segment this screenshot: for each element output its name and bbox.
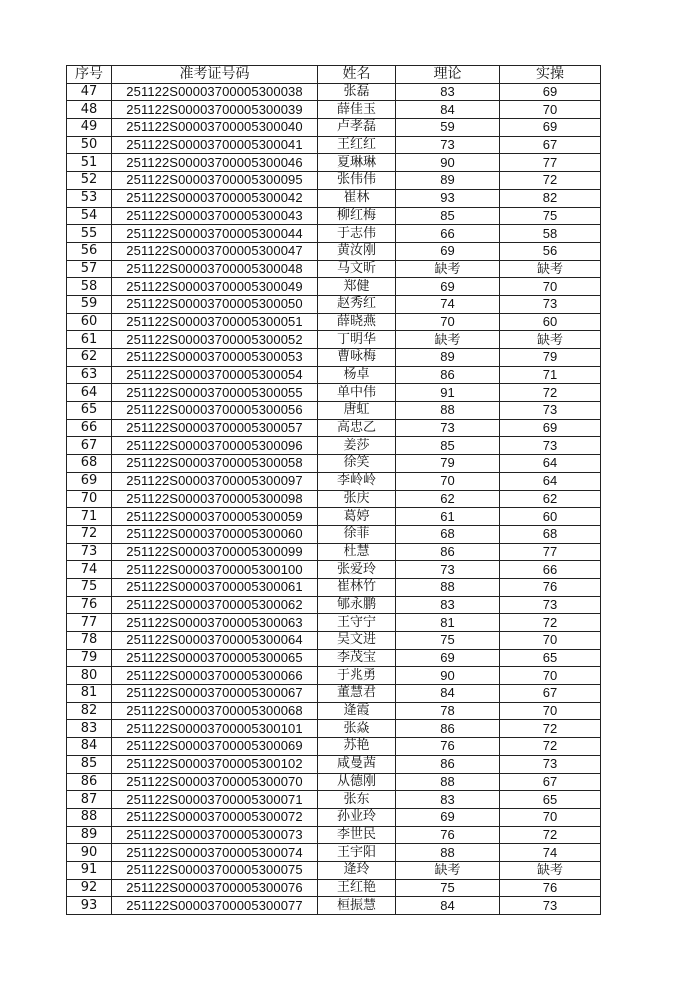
row-exam-id: 251122S00003700005300041: [112, 136, 318, 154]
row-seq: 72: [67, 525, 112, 543]
row-practice-score: 72: [500, 172, 601, 190]
header-practice: 实操: [500, 66, 601, 84]
row-name: 王守宁: [318, 614, 396, 632]
row-exam-id: 251122S00003700005300051: [112, 313, 318, 331]
table-row: [67, 508, 601, 526]
row-practice-score: 77: [500, 154, 601, 172]
row-seq: 75: [67, 578, 112, 596]
row-theory-score: 73: [396, 561, 500, 579]
table-row: [67, 667, 601, 685]
row-seq: 77: [67, 614, 112, 632]
row-name: 单中伟: [318, 384, 396, 402]
row-theory-score: 缺考: [396, 861, 500, 879]
row-practice-score: 58: [500, 225, 601, 243]
row-exam-id: 251122S00003700005300070: [112, 773, 318, 791]
row-practice-score: 75: [500, 207, 601, 225]
row-practice-score: 缺考: [500, 260, 601, 278]
row-practice-score: 67: [500, 773, 601, 791]
row-seq: 48: [67, 101, 112, 119]
table-row: [67, 242, 601, 260]
row-theory-score: 93: [396, 189, 500, 207]
row-exam-id: 251122S00003700005300077: [112, 897, 318, 915]
table-row: [67, 455, 601, 473]
row-seq: 87: [67, 791, 112, 809]
row-exam-id: 251122S00003700005300042: [112, 189, 318, 207]
row-seq: 59: [67, 295, 112, 313]
row-name: 黄汝刚: [318, 242, 396, 260]
row-name: 马文昕: [318, 260, 396, 278]
row-theory-score: 75: [396, 632, 500, 650]
row-theory-score: 78: [396, 702, 500, 720]
row-exam-id: 251122S00003700005300046: [112, 154, 318, 172]
row-exam-id: 251122S00003700005300050: [112, 295, 318, 313]
row-exam-id: 251122S00003700005300058: [112, 455, 318, 473]
table-row: [67, 879, 601, 897]
row-name: 吴文进: [318, 632, 396, 650]
row-practice-score: 70: [500, 702, 601, 720]
row-name: 王红艳: [318, 879, 396, 897]
row-seq: 79: [67, 649, 112, 667]
row-theory-score: 76: [396, 738, 500, 756]
table-row: [67, 561, 601, 579]
row-seq: 63: [67, 366, 112, 384]
row-seq: 64: [67, 384, 112, 402]
row-exam-id: 251122S00003700005300073: [112, 826, 318, 844]
row-theory-score: 66: [396, 225, 500, 243]
row-name: 葛婷: [318, 508, 396, 526]
row-practice-score: 73: [500, 897, 601, 915]
row-seq: 74: [67, 561, 112, 579]
row-seq: 68: [67, 455, 112, 473]
row-seq: 85: [67, 755, 112, 773]
row-theory-score: 缺考: [396, 331, 500, 349]
table-row: [67, 773, 601, 791]
table-row: [67, 738, 601, 756]
row-theory-score: 88: [396, 402, 500, 420]
table-row: [67, 897, 601, 915]
row-practice-score: 70: [500, 808, 601, 826]
table-body: [67, 83, 601, 914]
row-name: 桓振慧: [318, 897, 396, 915]
row-practice-score: 69: [500, 419, 601, 437]
row-name: 杜慧: [318, 543, 396, 561]
row-practice-score: 56: [500, 242, 601, 260]
row-name: 董慧君: [318, 685, 396, 703]
row-practice-score: 70: [500, 632, 601, 650]
row-exam-id: 251122S00003700005300072: [112, 808, 318, 826]
row-seq: 84: [67, 738, 112, 756]
row-theory-score: 89: [396, 172, 500, 190]
table-row: [67, 632, 601, 650]
row-practice-score: 66: [500, 561, 601, 579]
row-exam-id: 251122S00003700005300040: [112, 119, 318, 137]
row-exam-id: 251122S00003700005300057: [112, 419, 318, 437]
row-theory-score: 75: [396, 879, 500, 897]
row-theory-score: 91: [396, 384, 500, 402]
row-seq: 69: [67, 472, 112, 490]
row-seq: 76: [67, 596, 112, 614]
row-practice-score: 74: [500, 844, 601, 862]
table-row: [67, 119, 601, 137]
table-row: [67, 419, 601, 437]
row-seq: 50: [67, 136, 112, 154]
row-theory-score: 88: [396, 578, 500, 596]
table-row: [67, 844, 601, 862]
row-name: 郇永鹏: [318, 596, 396, 614]
row-seq: 51: [67, 154, 112, 172]
row-exam-id: 251122S00003700005300038: [112, 83, 318, 101]
table-row: [67, 702, 601, 720]
row-name: 郑健: [318, 278, 396, 296]
row-name: 柳红梅: [318, 207, 396, 225]
row-theory-score: 61: [396, 508, 500, 526]
row-seq: 60: [67, 313, 112, 331]
row-practice-score: 73: [500, 437, 601, 455]
row-name: 徐笑: [318, 455, 396, 473]
row-theory-score: 86: [396, 366, 500, 384]
row-exam-id: 251122S00003700005300075: [112, 861, 318, 879]
row-name: 曹咏梅: [318, 349, 396, 367]
row-exam-id: 251122S00003700005300055: [112, 384, 318, 402]
row-practice-score: 67: [500, 136, 601, 154]
row-theory-score: 76: [396, 826, 500, 844]
row-exam-id: 251122S00003700005300065: [112, 649, 318, 667]
row-theory-score: 59: [396, 119, 500, 137]
row-seq: 57: [67, 260, 112, 278]
header-theory: 理论: [396, 66, 500, 84]
row-name: 赵秀红: [318, 295, 396, 313]
row-exam-id: 251122S00003700005300049: [112, 278, 318, 296]
row-name: 逄霞: [318, 702, 396, 720]
row-name: 孙业玲: [318, 808, 396, 826]
row-seq: 61: [67, 331, 112, 349]
row-seq: 66: [67, 419, 112, 437]
row-exam-id: 251122S00003700005300047: [112, 242, 318, 260]
table-row: [67, 755, 601, 773]
row-name: 李茂宝: [318, 649, 396, 667]
row-exam-id: 251122S00003700005300044: [112, 225, 318, 243]
row-exam-id: 251122S00003700005300048: [112, 260, 318, 278]
row-practice-score: 72: [500, 720, 601, 738]
row-theory-score: 85: [396, 207, 500, 225]
row-exam-id: 251122S00003700005300067: [112, 685, 318, 703]
row-seq: 55: [67, 225, 112, 243]
row-name: 薛晓燕: [318, 313, 396, 331]
row-seq: 88: [67, 808, 112, 826]
row-practice-score: 73: [500, 755, 601, 773]
row-practice-score: 缺考: [500, 861, 601, 879]
table-row: [67, 578, 601, 596]
row-theory-score: 84: [396, 897, 500, 915]
table-row: [67, 791, 601, 809]
row-name: 从德刚: [318, 773, 396, 791]
table-row: [67, 295, 601, 313]
row-theory-score: 83: [396, 83, 500, 101]
row-seq: 54: [67, 207, 112, 225]
row-practice-score: 67: [500, 685, 601, 703]
row-practice-score: 64: [500, 472, 601, 490]
row-name: 张庆: [318, 490, 396, 508]
table-row: [67, 172, 601, 190]
row-name: 咸曼茜: [318, 755, 396, 773]
row-seq: 56: [67, 242, 112, 260]
row-seq: 58: [67, 278, 112, 296]
row-exam-id: 251122S00003700005300056: [112, 402, 318, 420]
row-practice-score: 73: [500, 402, 601, 420]
row-practice-score: 72: [500, 614, 601, 632]
row-seq: 49: [67, 119, 112, 137]
row-theory-score: 89: [396, 349, 500, 367]
row-name: 徐菲: [318, 525, 396, 543]
row-exam-id: 251122S00003700005300099: [112, 543, 318, 561]
row-theory-score: 86: [396, 543, 500, 561]
row-exam-id: 251122S00003700005300071: [112, 791, 318, 809]
row-exam-id: 251122S00003700005300101: [112, 720, 318, 738]
table-row: [67, 596, 601, 614]
table-row: [67, 861, 601, 879]
row-theory-score: 73: [396, 419, 500, 437]
table-row: [67, 189, 601, 207]
table-row: [67, 402, 601, 420]
table-row: [67, 83, 601, 101]
row-exam-id: 251122S00003700005300098: [112, 490, 318, 508]
row-name: 姜莎: [318, 437, 396, 455]
row-seq: 91: [67, 861, 112, 879]
row-name: 张焱: [318, 720, 396, 738]
row-seq: 81: [67, 685, 112, 703]
row-seq: 92: [67, 879, 112, 897]
row-practice-score: 60: [500, 313, 601, 331]
table-row: [67, 136, 601, 154]
table-row: [67, 614, 601, 632]
row-name: 于兆勇: [318, 667, 396, 685]
row-theory-score: 69: [396, 278, 500, 296]
row-seq: 90: [67, 844, 112, 862]
row-theory-score: 74: [396, 295, 500, 313]
row-exam-id: 251122S00003700005300039: [112, 101, 318, 119]
row-seq: 62: [67, 349, 112, 367]
row-name: 夏琳琳: [318, 154, 396, 172]
row-exam-id: 251122S00003700005300059: [112, 508, 318, 526]
row-seq: 47: [67, 83, 112, 101]
row-name: 于志伟: [318, 225, 396, 243]
row-practice-score: 76: [500, 578, 601, 596]
row-exam-id: 251122S00003700005300076: [112, 879, 318, 897]
row-name: 张伟伟: [318, 172, 396, 190]
row-theory-score: 70: [396, 472, 500, 490]
row-theory-score: 84: [396, 101, 500, 119]
row-exam-id: 251122S00003700005300069: [112, 738, 318, 756]
row-practice-score: 69: [500, 119, 601, 137]
row-seq: 93: [67, 897, 112, 915]
row-seq: 82: [67, 702, 112, 720]
table-row: [67, 260, 601, 278]
row-practice-score: 70: [500, 101, 601, 119]
row-practice-score: 72: [500, 738, 601, 756]
row-exam-id: 251122S00003700005300052: [112, 331, 318, 349]
row-theory-score: 69: [396, 808, 500, 826]
row-name: 薛佳玉: [318, 101, 396, 119]
row-practice-score: 62: [500, 490, 601, 508]
row-practice-score: 77: [500, 543, 601, 561]
table-row: [67, 154, 601, 172]
row-seq: 89: [67, 826, 112, 844]
row-theory-score: 缺考: [396, 260, 500, 278]
row-theory-score: 88: [396, 773, 500, 791]
table-row: [67, 649, 601, 667]
table-row: [67, 490, 601, 508]
row-theory-score: 73: [396, 136, 500, 154]
row-practice-score: 72: [500, 826, 601, 844]
row-practice-score: 72: [500, 384, 601, 402]
table-row: [67, 313, 601, 331]
row-practice-score: 76: [500, 879, 601, 897]
row-seq: 80: [67, 667, 112, 685]
row-practice-score: 73: [500, 596, 601, 614]
table-row: [67, 472, 601, 490]
row-name: 李岭岭: [318, 472, 396, 490]
row-name: 卢孝磊: [318, 119, 396, 137]
row-theory-score: 79: [396, 455, 500, 473]
header-name: 姓名: [318, 66, 396, 84]
row-name: 张东: [318, 791, 396, 809]
row-seq: 52: [67, 172, 112, 190]
row-theory-score: 88: [396, 844, 500, 862]
row-name: 逄玲: [318, 861, 396, 879]
row-seq: 73: [67, 543, 112, 561]
row-seq: 71: [67, 508, 112, 526]
row-name: 丁明华: [318, 331, 396, 349]
table-row: [67, 225, 601, 243]
table-row: [67, 543, 601, 561]
row-name: 王红红: [318, 136, 396, 154]
row-exam-id: 251122S00003700005300062: [112, 596, 318, 614]
header-row: [67, 66, 601, 84]
row-seq: 67: [67, 437, 112, 455]
row-theory-score: 84: [396, 685, 500, 703]
row-practice-score: 82: [500, 189, 601, 207]
table-row: [67, 207, 601, 225]
row-theory-score: 68: [396, 525, 500, 543]
row-name: 李世民: [318, 826, 396, 844]
row-exam-id: 251122S00003700005300054: [112, 366, 318, 384]
row-practice-score: 71: [500, 366, 601, 384]
row-name: 杨卓: [318, 366, 396, 384]
row-exam-id: 251122S00003700005300060: [112, 525, 318, 543]
table-row: [67, 331, 601, 349]
table-row: [67, 349, 601, 367]
table-row: [67, 366, 601, 384]
row-exam-id: 251122S00003700005300074: [112, 844, 318, 862]
row-theory-score: 85: [396, 437, 500, 455]
row-practice-score: 64: [500, 455, 601, 473]
row-seq: 65: [67, 402, 112, 420]
row-exam-id: 251122S00003700005300096: [112, 437, 318, 455]
row-name: 苏艳: [318, 738, 396, 756]
row-name: 崔林: [318, 189, 396, 207]
table-row: [67, 808, 601, 826]
row-exam-id: 251122S00003700005300068: [112, 702, 318, 720]
row-theory-score: 90: [396, 667, 500, 685]
row-seq: 78: [67, 632, 112, 650]
row-exam-id: 251122S00003700005300063: [112, 614, 318, 632]
row-seq: 70: [67, 490, 112, 508]
row-practice-score: 73: [500, 295, 601, 313]
row-seq: 83: [67, 720, 112, 738]
score-table: [66, 65, 601, 915]
row-exam-id: 251122S00003700005300064: [112, 632, 318, 650]
row-theory-score: 83: [396, 791, 500, 809]
row-theory-score: 70: [396, 313, 500, 331]
row-exam-id: 251122S00003700005300053: [112, 349, 318, 367]
row-name: 唐虹: [318, 402, 396, 420]
row-exam-id: 251122S00003700005300061: [112, 578, 318, 596]
table-row: [67, 384, 601, 402]
row-name: 王宇阳: [318, 844, 396, 862]
row-exam-id: 251122S00003700005300066: [112, 667, 318, 685]
row-name: 张磊: [318, 83, 396, 101]
row-practice-score: 79: [500, 349, 601, 367]
row-name: 高忠乙: [318, 419, 396, 437]
row-theory-score: 83: [396, 596, 500, 614]
row-practice-score: 70: [500, 278, 601, 296]
row-practice-score: 60: [500, 508, 601, 526]
row-exam-id: 251122S00003700005300100: [112, 561, 318, 579]
row-theory-score: 86: [396, 755, 500, 773]
table-row: [67, 278, 601, 296]
header-exam-id: 准考证号码: [112, 66, 318, 84]
table-row: [67, 826, 601, 844]
row-practice-score: 65: [500, 791, 601, 809]
row-exam-id: 251122S00003700005300102: [112, 755, 318, 773]
row-theory-score: 69: [396, 649, 500, 667]
row-exam-id: 251122S00003700005300095: [112, 172, 318, 190]
row-theory-score: 81: [396, 614, 500, 632]
row-theory-score: 90: [396, 154, 500, 172]
table-row: [67, 525, 601, 543]
table-row: [67, 720, 601, 738]
row-practice-score: 69: [500, 83, 601, 101]
row-theory-score: 69: [396, 242, 500, 260]
row-practice-score: 65: [500, 649, 601, 667]
row-seq: 53: [67, 189, 112, 207]
table-row: [67, 437, 601, 455]
row-theory-score: 86: [396, 720, 500, 738]
table-row: [67, 685, 601, 703]
table-row: [67, 101, 601, 119]
row-seq: 86: [67, 773, 112, 791]
row-theory-score: 62: [396, 490, 500, 508]
row-practice-score: 70: [500, 667, 601, 685]
row-practice-score: 68: [500, 525, 601, 543]
row-name: 张爱玲: [318, 561, 396, 579]
row-exam-id: 251122S00003700005300043: [112, 207, 318, 225]
row-practice-score: 缺考: [500, 331, 601, 349]
header-seq: 序号: [67, 66, 112, 84]
row-exam-id: 251122S00003700005300097: [112, 472, 318, 490]
row-name: 崔林竹: [318, 578, 396, 596]
